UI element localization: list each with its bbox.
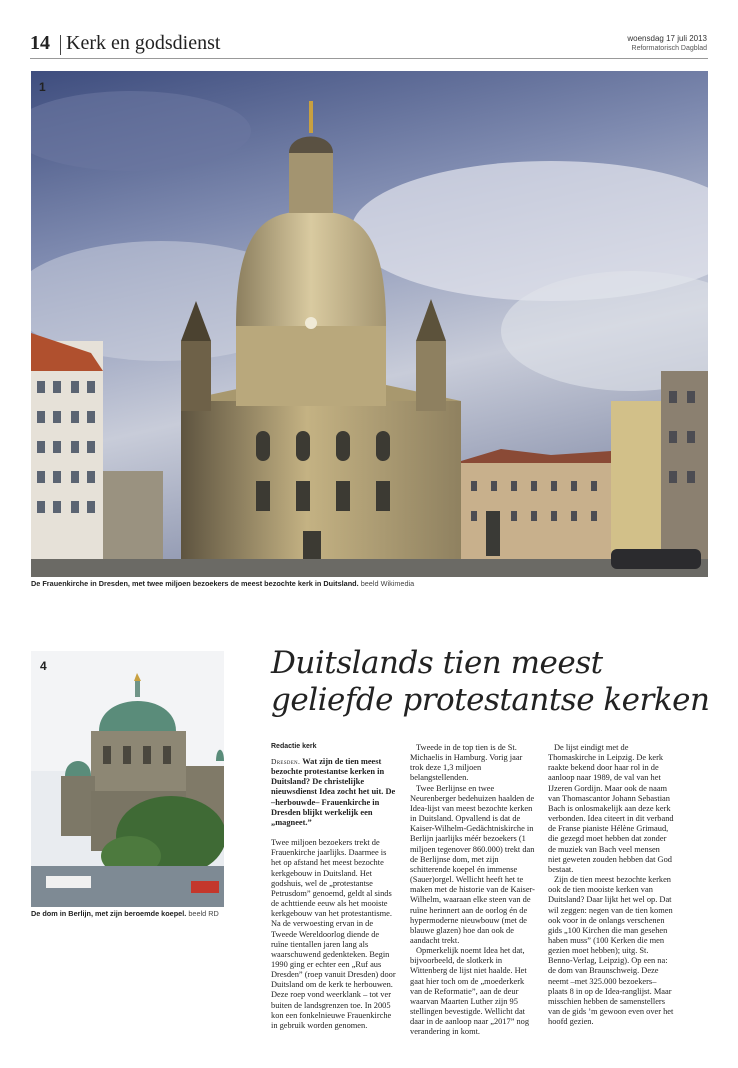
photo-number: 1: [39, 80, 46, 94]
caption-text: De Frauenkirche in Dresden, met twee miljoen bezoekers de meest bezochte kerk in Duitsland.: [31, 579, 359, 588]
body-paragraph: Twee Berlijnse en twee Neurenberger bedehuizen haalden de Idea-lijst van meest bezochte kerken in Duitsland. Opvallend is dat de Kaiser-Wilhelm-Gedächtniskirche in Berlijn jaarlijks méér bezoekers (1 miljoen tegenover 860.000) trekt dan de Berlijnse dom, met zijn schitterende koepel én immense (Sauer)orgel. Wellicht heeft het te maken met de historie van de Kaiser-Wilhelm, waaraan elke steen van de ruïne herinnert aan de oorlog én de hypermoderne nieuwbouw (met de blauwe glazen) hoe dan ook de aandacht trekt.: [410, 783, 535, 945]
body-paragraph: Opmerkelijk noemt Idea het dat, bijvoorbeeld, de slotkerk in Wittenberg de lijst niet haalde. Het gaat hier toch om de „moederkerk van de Reformatie”, aan de deur waarvan Maarten Luther zijn 95 stellingen bevestigde. Wellicht dat daar in de aanloop naar „2017” nog verandering in komt.: [410, 946, 530, 1037]
newspaper-name: Reformatorisch Dagblad: [631, 45, 707, 52]
headline-line: Duitslands tien meest: [271, 645, 603, 681]
frauenkirche-photo: [31, 71, 708, 577]
issue-date: woensdag 17 juli 2013: [627, 34, 707, 43]
dateline: Dresden.: [271, 757, 301, 766]
photo-caption: [31, 909, 219, 918]
header-separator: [60, 35, 61, 55]
byline: Redactie kerk: [271, 743, 317, 750]
berliner-dom-photo: [31, 651, 224, 907]
body-paragraph: Zijn de tien meest bezochte kerken ook de tien mooiste kerken van Duitsland? Daar lijkt het wel op. Dat wil zeggen: negen van de tien komen ook voor in de onlangs verschenen gids „100 Kirchen die man gesehen haben muss” (100 Kerken die men gezien moet hebben); uitg. St. Benno-Verlag, Leipzig). Op een na: de dom van Braunschweig. Deze neemt –met 325.000 bezoekers– plaats 8 in op de Idea-ranglijst. Maar misschien hebben de samenstellers van de gids ’m gewoon even over het hoofd gezien.: [548, 875, 674, 1027]
article-headline: [271, 645, 711, 719]
photo-credit: beeld RD: [188, 909, 219, 918]
caption-text: De dom in Berlijn, met zijn beroemde koepel.: [31, 909, 187, 918]
body-paragraph: De lijst eindigt met de Thomaskirche in Leipzig. De kerk raakte bekend door haar rol in de aanloop naar 1989, de val van het IJzeren Gordijn. Maar ook de naam van Thomascantor Johann Sebastian Bach is onlosmakelijk aan deze kerk verbonden. Idea citeert in dit verband de Franse pianiste Hélène Grimaud, die gezegd moet hebben dat zonder de muziek van Bach veel mensen niet geweten zouden hebben dat God bestaat.: [548, 743, 674, 874]
article-column-3: [548, 743, 674, 1027]
headline-line: geliefde protestantse kerken: [271, 682, 710, 718]
section-title: Kerk en godsdienst: [66, 32, 221, 54]
photo-number: 4: [40, 659, 47, 673]
article-column-2: [410, 743, 536, 1038]
page-number: 14: [30, 32, 50, 54]
photo-caption: [31, 579, 414, 588]
body-paragraph: Tweede in de top tien is de St. Michaelis in Hamburg. Vorig jaar trok deze 1,3 miljoen belangstellenden.: [410, 743, 523, 783]
body-paragraph: Twee miljoen bezoekers trekt de Frauenkirche jaarlijks. Daarmee is het op afstand het meest bezochte kerkgebouw in Duitsland. Het godshuis, wel de „protestantse Petrusdom” genoemd, geldt al sinds de achttiende eeuw als het mooiste kerkgebouw van het protestantisme. Na de verwoesting ervan in de Tweede Wereldoorlog diende de ruïne tientallen jaren lang als waarschuwend gedenkteken. Begin 1990 ging er echter een „Ruf aus Dresden” (roep vanuit Dresden) door Duitsland om de kerk te herbouwen. Deze roep vond weerklank – tot ver buiten de landsgrenzen toe. In 2005 kon een fonkelnieuwe Frauenkirche in gebruik worden genomen.: [271, 838, 396, 1030]
lead-text: Wat zijn de tien meest bezochte protestantse kerken in Duitsland? De christelijke nieuwsdienst Idea zocht het uit. De –herbouwde– Frauenkirche in Dresden blijkt werkelijk een „magneet.”: [271, 757, 396, 827]
lead-paragraph: [271, 757, 397, 828]
header-rule: [30, 58, 708, 59]
photo-credit: beeld Wikimedia: [360, 579, 415, 588]
article-column-1: [271, 757, 397, 1031]
